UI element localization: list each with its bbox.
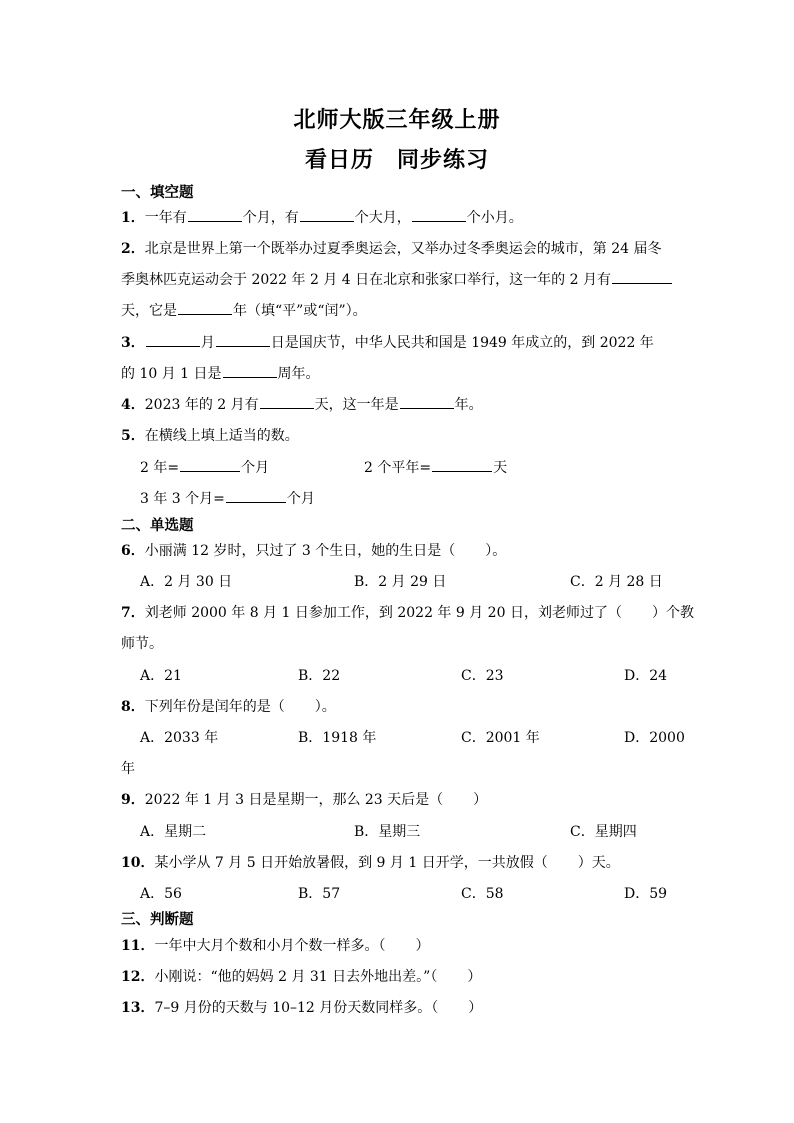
question-11 xyxy=(121,935,675,955)
question-number: 12． xyxy=(121,969,155,985)
question-text: 某小学从 7 月 5 日开始放暑假，到 9 月 1 日开学，一共放假（ xyxy=(154,855,548,871)
question-text: ）。 xyxy=(314,699,336,715)
question-9 xyxy=(121,789,675,809)
question-13 xyxy=(121,997,675,1017)
question-text: 季奥林匹克运动会于 2022 年 2 月 4 日在北京和张家口举行，这一年的 2 月有 xyxy=(121,272,611,288)
option-c[interactable]: C．58 xyxy=(461,886,504,902)
option-c[interactable]: C．星期四 xyxy=(570,824,637,840)
question-5 xyxy=(121,425,675,445)
option-a[interactable]: A．56 xyxy=(140,886,182,902)
question-5-item-1 xyxy=(140,457,269,477)
question-number: 10． xyxy=(121,855,155,871)
question-2-line-3 xyxy=(121,300,675,320)
question-number: 11． xyxy=(121,938,155,954)
option-d[interactable]: D．2000 xyxy=(624,730,685,746)
question-text: ）。 xyxy=(485,543,507,559)
question-12 xyxy=(121,966,675,986)
question-number: 5． xyxy=(121,428,145,444)
question-3-line-2 xyxy=(121,363,675,383)
question-text: ） xyxy=(467,969,482,985)
question-1 xyxy=(121,207,675,227)
question-text: 北京是世界上第一个既举办过夏季奥运会，又举办过冬季奥运会的城市，第 24 届冬 xyxy=(144,241,662,257)
question-5-item-3 xyxy=(140,488,315,508)
question-text: 3 年 3 个月= xyxy=(140,491,225,507)
question-number: 3． xyxy=(121,335,145,351)
question-text: 个大月， xyxy=(354,210,411,226)
section-heading-fill: 一、填空题 xyxy=(121,185,194,201)
answer-blank[interactable] xyxy=(300,209,354,222)
question-text: ） xyxy=(415,938,430,954)
question-7 xyxy=(121,602,694,622)
answer-blank[interactable] xyxy=(146,334,200,347)
option-d[interactable]: D．24 xyxy=(624,668,668,684)
question-text: 的 10 月 1 日是 xyxy=(121,366,222,382)
question-4 xyxy=(121,394,675,414)
question-number: 4． xyxy=(121,397,145,413)
question-text: 2 年= xyxy=(140,460,180,476)
option-b[interactable]: B．星期三 xyxy=(354,824,421,840)
question-text: 2023 年的 2 月有 xyxy=(144,397,259,413)
option-a[interactable]: A．2033 年 xyxy=(140,730,219,746)
question-5-item-2 xyxy=(364,457,507,477)
question-number: 13． xyxy=(121,1000,155,1016)
question-6 xyxy=(121,540,675,560)
option-a[interactable]: A．星期二 xyxy=(140,824,207,840)
option-b[interactable]: B．57 xyxy=(298,886,341,902)
question-text: 一年有 xyxy=(144,210,187,226)
question-text: 一年中大月个数和小月个数一样多。（ xyxy=(154,938,386,954)
question-10 xyxy=(121,852,675,872)
question-text: 日是国庆节，中华人民共和国是 1949 年成立的，到 2022 年 xyxy=(270,335,654,351)
question-text: 个月，有 xyxy=(242,210,299,226)
answer-blank[interactable] xyxy=(260,396,314,409)
question-text: ） xyxy=(473,792,488,808)
answer-blank[interactable] xyxy=(223,365,277,378)
answer-blank[interactable] xyxy=(226,490,286,503)
section-heading-judge: 三、判断题 xyxy=(121,912,194,928)
answer-blank[interactable] xyxy=(178,302,232,315)
question-text: 个小月。 xyxy=(466,210,523,226)
question-text: 2 个平年= xyxy=(364,460,432,476)
question-text: 在横线上填上适当的数。 xyxy=(144,428,299,444)
question-2 xyxy=(121,238,675,258)
question-number: 1． xyxy=(121,210,145,226)
question-text: ） xyxy=(468,1000,483,1016)
question-text: 年。 xyxy=(454,397,483,413)
page-title: 北师大版三年级上册 xyxy=(293,108,501,133)
answer-blank[interactable] xyxy=(400,396,454,409)
question-text: 小丽满 12 岁时，只过了 3 个生日，她的生日是（ xyxy=(144,543,456,559)
section-heading-choice: 二、单选题 xyxy=(121,518,194,534)
question-7-line-2: 师节。 xyxy=(121,636,163,652)
question-number: 8． xyxy=(121,699,145,715)
question-3 xyxy=(121,332,675,352)
question-number: 2． xyxy=(121,241,145,257)
question-text: 刘老师 2000 年 8 月 1 日参加工作，到 2022 年 9 月 20 日，刘老师过了（ xyxy=(144,605,622,621)
question-text: ）个教 xyxy=(651,605,694,621)
option-a[interactable]: A．2 月 30 日 xyxy=(140,574,233,590)
question-text: 天，这一年是 xyxy=(314,397,399,413)
answer-blank[interactable] xyxy=(612,271,672,284)
question-text: 小刚说：“他的妈妈 2 月 31 日去外地出差。”（ xyxy=(154,969,438,985)
answer-blank[interactable] xyxy=(432,459,492,472)
option-c[interactable]: C．2 月 28 日 xyxy=(570,574,663,590)
answer-blank[interactable] xyxy=(412,209,466,222)
option-c[interactable]: C．2001 年 xyxy=(461,730,540,746)
question-text: 天，它是 xyxy=(121,303,177,319)
answer-blank[interactable] xyxy=(188,209,242,222)
question-text: 下列年份是闰年的是（ xyxy=(144,699,285,715)
option-b[interactable]: B．2 月 29 日 xyxy=(354,574,447,590)
question-number: 7． xyxy=(121,605,145,621)
option-d[interactable]: D．59 xyxy=(624,886,668,902)
option-d-wrap: 年 xyxy=(121,761,135,777)
question-text: 天 xyxy=(493,460,508,476)
option-c[interactable]: C．23 xyxy=(461,668,504,684)
question-text: 个月 xyxy=(286,491,315,507)
question-2-line-2 xyxy=(121,269,675,289)
question-text: ）天。 xyxy=(577,855,620,871)
question-text: 月 xyxy=(200,335,215,351)
answer-blank[interactable] xyxy=(216,334,270,347)
answer-blank[interactable] xyxy=(180,459,240,472)
option-b[interactable]: B．1918 年 xyxy=(298,730,377,746)
question-text: 周年。 xyxy=(277,366,320,382)
question-text: 年（填“平”或“闰”）。 xyxy=(233,303,367,319)
question-number: 9． xyxy=(121,792,145,808)
question-text: 个月 xyxy=(241,460,270,476)
option-b[interactable]: B．22 xyxy=(298,668,341,684)
question-8 xyxy=(121,696,675,716)
question-text: 2022 年 1 月 3 日是星期一，那么 23 天后是（ xyxy=(144,792,444,808)
option-a[interactable]: A．21 xyxy=(140,668,182,684)
question-number: 6． xyxy=(121,543,145,559)
question-text: 7–9 月份的天数与 10–12 月份天数同样多。（ xyxy=(154,1000,439,1016)
page-subtitle: 看日历 同步练习 xyxy=(304,148,489,173)
